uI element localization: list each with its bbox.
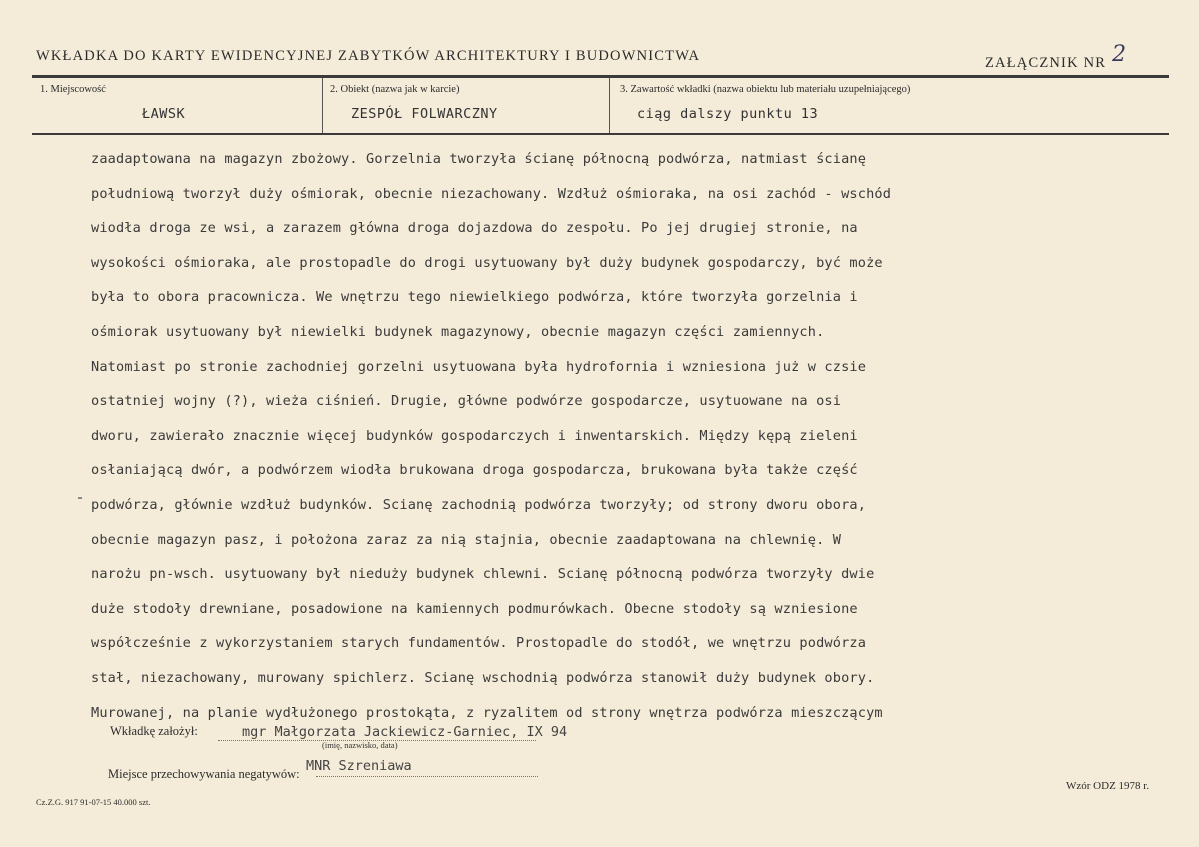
print-code: Cz.Z.G. 917 91-07-15 40.000 szt. — [36, 797, 151, 807]
form-title: WKŁADKA DO KARTY EWIDENCYJNEJ ZABYTKÓW ARCHITEKTURY I BUDOWNICTWA — [36, 48, 701, 64]
description-text — [91, 142, 1141, 730]
text-line: Natomiast po stronie zachodniej gorzelni usytuowana była hydrofornia i wzniesiona już w czsie — [91, 358, 867, 375]
author-label: Wkładkę założył: — [110, 724, 198, 738]
object-label: 2. Obiekt (nazwa jak w karcie) — [330, 84, 460, 95]
text-line: wiodła droga ze wsi, a zarazem główna droga dojazdowa do zespołu. Po jej drugiej stronie, na — [91, 220, 858, 237]
content-label: 3. Zawartość wkładki (nazwa obiektu lub materiału uzupełniającego) — [620, 84, 911, 95]
text-line: narożu pn-wsch. usytuowany był nieduży budynek chlewni. Scianę północną podwórza tworzyły dwie — [91, 566, 875, 583]
object-value: ZESPÓŁ FOLWARCZNY — [351, 106, 498, 122]
storage-label: Miejsce przechowywania negatywów: — [108, 767, 300, 781]
form-model: Wzór ODZ 1978 r. — [1066, 780, 1150, 792]
text-line: podwórza, głównie wzdłuż budynków. Scianę zachodnią podwórza tworzyły; od strony dworu obora, — [91, 496, 867, 513]
text-line: stał, niezachowany, murowany spichlerz. Scianę wschodnią podwórza stanowił duży budynek obory. — [91, 669, 875, 686]
text-line: współcześnie z wykorzystaniem starych fundamentów. Prostopadle do stodół, we wnętrzu podwórza — [91, 635, 867, 652]
annex-label — [985, 42, 1128, 73]
text-line: Murowanej, na planie wydłużonego prostokąta, z ryzalitem od strony wnętrza podwórza mieszczącym — [91, 704, 883, 721]
header-rule — [32, 75, 1169, 78]
text-line: ośmiorak usytuowany był niewielki budynek magazynowy, obecnie magazyn części zamiennych. — [91, 323, 825, 340]
column-divider — [322, 78, 323, 134]
annex-label-text: ZAŁĄCZNIK NR — [985, 55, 1107, 71]
text-line: ostatniej wojny (?), wieża ciśnień. Drugie, główne podwórze gospodarcze, usytuowane na osi — [91, 393, 842, 410]
text-line: wysokości ośmioraka, ale prostopadle do drogi usytuowany był duży budynek gospodarczy, być może — [91, 254, 883, 271]
author-value: mgr Małgorzata Jackiewicz-Garniec, IX 94 — [242, 724, 568, 740]
author-hint: (imię, nazwisko, data) — [322, 740, 398, 750]
locality-value: ŁAWSK — [142, 106, 186, 122]
content-value: ciąg dalszy punktu 13 — [637, 106, 819, 122]
storage-line — [316, 775, 538, 777]
text-line: południową tworzył duży ośmiorak, obecnie niezachowany. Wzdłuż ośmioraka, na osi zachód - wschód — [91, 185, 892, 202]
text-line: osłaniającą dwór, a podwórzem wiodła brukowana droga gospodarcza, brukowana była także część — [91, 462, 858, 479]
text-line: duże stodoły drewniane, posadowione na kamiennych podmurówkach. Obecne stodoły są wzniesione — [91, 600, 858, 617]
text-line: obecnie magazyn pasz, i położona zaraz za nią stajnia, obecnie zaadaptowana na chlewnię. W — [91, 531, 842, 548]
text-line: była to obora pracownicza. We wnętrzu tego niewielkiego podwórza, które tworzyła gorzelnia i — [91, 289, 858, 306]
margin-mark — [78, 497, 82, 499]
fields-rule — [32, 133, 1169, 135]
annex-number: 2 — [1112, 42, 1128, 67]
text-line: dworu, zawierało znacznie więcej budynków gospodarczych i inwentarskich. Między kępą zieleni — [91, 427, 858, 444]
storage-value: MNR Szreniawa — [306, 758, 412, 774]
text-line: zaadaptowana na magazyn zbożowy. Gorzelnia tworzyła ścianę północną podwórza, natmiast ścianę — [91, 151, 867, 167]
locality-label: 1. Miejscowość — [40, 84, 106, 95]
column-divider — [609, 78, 610, 134]
